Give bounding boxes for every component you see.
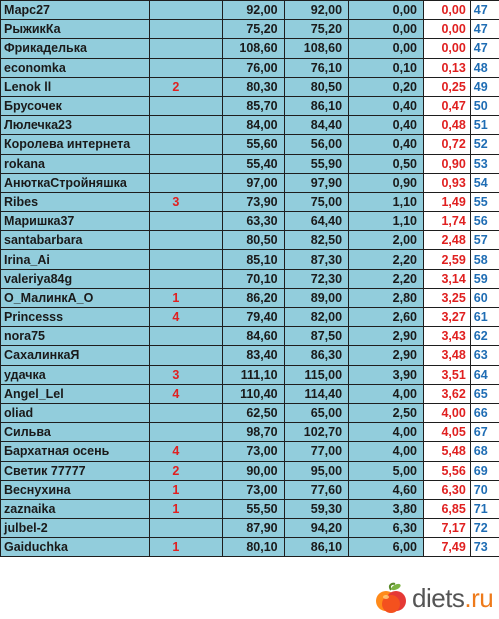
cell-loss: 6,30 bbox=[349, 519, 424, 538]
cell-loss: 4,60 bbox=[349, 480, 424, 499]
cell-loss: 2,20 bbox=[349, 250, 424, 269]
cell-index: 47 bbox=[470, 39, 499, 58]
cell-current-weight: 89,00 bbox=[284, 288, 348, 307]
cell-index: 58 bbox=[470, 250, 499, 269]
table-row bbox=[1, 154, 499, 173]
cell-index: 51 bbox=[470, 116, 499, 135]
table-row bbox=[1, 58, 499, 77]
cell-name: Gaiduchka bbox=[1, 538, 150, 557]
table-row bbox=[1, 212, 499, 231]
table-row bbox=[1, 77, 499, 96]
cell-percent: 4,00 bbox=[424, 403, 471, 422]
table-row bbox=[1, 519, 499, 538]
cell-group bbox=[150, 250, 222, 269]
cell-group: 4 bbox=[150, 308, 222, 327]
cell-start-weight: 79,40 bbox=[222, 308, 284, 327]
cell-loss: 2,20 bbox=[349, 269, 424, 288]
table-row bbox=[1, 250, 499, 269]
cell-group bbox=[150, 1, 222, 20]
table-row bbox=[1, 231, 499, 250]
cell-current-weight: 77,00 bbox=[284, 442, 348, 461]
cell-name: Ribes bbox=[1, 192, 150, 211]
cell-current-weight: 75,20 bbox=[284, 20, 348, 39]
cell-percent: 0,72 bbox=[424, 135, 471, 154]
cell-index: 50 bbox=[470, 96, 499, 115]
cell-name: Маришка37 bbox=[1, 212, 150, 231]
cell-percent: 6,30 bbox=[424, 480, 471, 499]
cell-start-weight: 55,60 bbox=[222, 135, 284, 154]
cell-start-weight: 55,50 bbox=[222, 499, 284, 518]
cell-group: 2 bbox=[150, 461, 222, 480]
cell-loss: 0,50 bbox=[349, 154, 424, 173]
table-row bbox=[1, 39, 499, 58]
cell-index: 59 bbox=[470, 269, 499, 288]
cell-name: oliad bbox=[1, 403, 150, 422]
cell-start-weight: 76,00 bbox=[222, 58, 284, 77]
cell-name: Lenok ll bbox=[1, 77, 150, 96]
cell-index: 61 bbox=[470, 308, 499, 327]
cell-group bbox=[150, 173, 222, 192]
cell-start-weight: 97,00 bbox=[222, 173, 284, 192]
cell-name: РыжикКа bbox=[1, 20, 150, 39]
table-row bbox=[1, 461, 499, 480]
cell-group: 1 bbox=[150, 499, 222, 518]
cell-index: 63 bbox=[470, 346, 499, 365]
cell-start-weight: 86,20 bbox=[222, 288, 284, 307]
cell-index: 52 bbox=[470, 135, 499, 154]
cell-percent: 3,48 bbox=[424, 346, 471, 365]
cell-group: 2 bbox=[150, 77, 222, 96]
cell-start-weight: 110,40 bbox=[222, 384, 284, 403]
cell-loss: 2,60 bbox=[349, 308, 424, 327]
cell-current-weight: 55,90 bbox=[284, 154, 348, 173]
cell-group bbox=[150, 116, 222, 135]
cell-current-weight: 92,00 bbox=[284, 1, 348, 20]
cell-group bbox=[150, 96, 222, 115]
cell-index: 49 bbox=[470, 77, 499, 96]
table-row bbox=[1, 116, 499, 135]
cell-start-weight: 55,40 bbox=[222, 154, 284, 173]
table-row bbox=[1, 346, 499, 365]
cell-group: 1 bbox=[150, 538, 222, 557]
cell-index: 53 bbox=[470, 154, 499, 173]
cell-loss: 5,00 bbox=[349, 461, 424, 480]
cell-index: 64 bbox=[470, 365, 499, 384]
cell-percent: 1,49 bbox=[424, 192, 471, 211]
cell-percent: 7,17 bbox=[424, 519, 471, 538]
cell-group bbox=[150, 327, 222, 346]
cell-start-weight: 73,90 bbox=[222, 192, 284, 211]
cell-percent: 0,00 bbox=[424, 39, 471, 58]
cell-index: 56 bbox=[470, 212, 499, 231]
cell-group: 3 bbox=[150, 192, 222, 211]
cell-percent: 0,48 bbox=[424, 116, 471, 135]
cell-start-weight: 84,60 bbox=[222, 327, 284, 346]
cell-percent: 1,74 bbox=[424, 212, 471, 231]
cell-name: zaznaika bbox=[1, 499, 150, 518]
cell-loss: 0,40 bbox=[349, 116, 424, 135]
cell-name: valeriya84g bbox=[1, 269, 150, 288]
cell-index: 72 bbox=[470, 519, 499, 538]
cell-start-weight: 63,30 bbox=[222, 212, 284, 231]
cell-percent: 0,25 bbox=[424, 77, 471, 96]
cell-percent: 3,62 bbox=[424, 384, 471, 403]
table-row bbox=[1, 173, 499, 192]
table-row bbox=[1, 308, 499, 327]
cell-current-weight: 84,40 bbox=[284, 116, 348, 135]
cell-current-weight: 87,50 bbox=[284, 327, 348, 346]
cell-loss: 1,10 bbox=[349, 212, 424, 231]
cell-start-weight: 108,60 bbox=[222, 39, 284, 58]
table-row bbox=[1, 327, 499, 346]
cell-group bbox=[150, 231, 222, 250]
cell-name: O_МалинкА_O bbox=[1, 288, 150, 307]
cell-percent: 3,51 bbox=[424, 365, 471, 384]
cell-name: Светик 77777 bbox=[1, 461, 150, 480]
cell-percent: 5,48 bbox=[424, 442, 471, 461]
cell-start-weight: 98,70 bbox=[222, 423, 284, 442]
cell-loss: 0,00 bbox=[349, 39, 424, 58]
cell-loss: 0,10 bbox=[349, 58, 424, 77]
cell-loss: 2,90 bbox=[349, 327, 424, 346]
cell-current-weight: 87,30 bbox=[284, 250, 348, 269]
cell-group bbox=[150, 423, 222, 442]
cell-percent: 2,48 bbox=[424, 231, 471, 250]
cell-start-weight: 87,90 bbox=[222, 519, 284, 538]
cell-name: Веснухина bbox=[1, 480, 150, 499]
cell-current-weight: 102,70 bbox=[284, 423, 348, 442]
cell-group bbox=[150, 58, 222, 77]
cell-name: Angel_Lel bbox=[1, 384, 150, 403]
cell-index: 54 bbox=[470, 173, 499, 192]
cell-loss: 0,00 bbox=[349, 20, 424, 39]
cell-current-weight: 82,50 bbox=[284, 231, 348, 250]
table-row bbox=[1, 365, 499, 384]
table-row bbox=[1, 403, 499, 422]
cell-name: Люлечка23 bbox=[1, 116, 150, 135]
cell-percent: 0,13 bbox=[424, 58, 471, 77]
cell-index: 55 bbox=[470, 192, 499, 211]
cell-loss: 2,90 bbox=[349, 346, 424, 365]
cell-percent: 3,27 bbox=[424, 308, 471, 327]
cell-current-weight: 76,10 bbox=[284, 58, 348, 77]
table-row bbox=[1, 1, 499, 20]
cell-current-weight: 108,60 bbox=[284, 39, 348, 58]
table-row bbox=[1, 96, 499, 115]
cell-loss: 0,40 bbox=[349, 96, 424, 115]
cell-current-weight: 86,30 bbox=[284, 346, 348, 365]
cell-percent: 3,25 bbox=[424, 288, 471, 307]
table-body bbox=[1, 1, 499, 557]
cell-percent: 0,47 bbox=[424, 96, 471, 115]
cell-start-weight: 80,50 bbox=[222, 231, 284, 250]
cell-loss: 2,80 bbox=[349, 288, 424, 307]
cell-current-weight: 114,40 bbox=[284, 384, 348, 403]
cell-current-weight: 95,00 bbox=[284, 461, 348, 480]
cell-name: Princesss bbox=[1, 308, 150, 327]
cell-start-weight: 83,40 bbox=[222, 346, 284, 365]
cell-loss: 4,00 bbox=[349, 384, 424, 403]
cell-start-weight: 85,10 bbox=[222, 250, 284, 269]
cell-group: 3 bbox=[150, 365, 222, 384]
cell-group bbox=[150, 519, 222, 538]
logo-text: diets.ru bbox=[412, 582, 494, 613]
cell-group: 1 bbox=[150, 288, 222, 307]
cell-current-weight: 77,60 bbox=[284, 480, 348, 499]
cell-name: julbel-2 bbox=[1, 519, 150, 538]
cell-percent: 0,90 bbox=[424, 154, 471, 173]
cell-current-weight: 75,00 bbox=[284, 192, 348, 211]
cell-start-weight: 75,20 bbox=[222, 20, 284, 39]
cell-start-weight: 73,00 bbox=[222, 480, 284, 499]
cell-current-weight: 59,30 bbox=[284, 499, 348, 518]
cell-current-weight: 94,20 bbox=[284, 519, 348, 538]
cell-index: 65 bbox=[470, 384, 499, 403]
cell-index: 68 bbox=[470, 442, 499, 461]
cell-group bbox=[150, 154, 222, 173]
cell-name: nora75 bbox=[1, 327, 150, 346]
cell-loss: 0,00 bbox=[349, 1, 424, 20]
cell-group: 4 bbox=[150, 384, 222, 403]
apple-icon bbox=[374, 581, 408, 615]
cell-group bbox=[150, 39, 222, 58]
cell-loss: 2,00 bbox=[349, 231, 424, 250]
table-row bbox=[1, 192, 499, 211]
cell-name: Бархатная осень bbox=[1, 442, 150, 461]
cell-percent: 4,05 bbox=[424, 423, 471, 442]
cell-name: Брусочек bbox=[1, 96, 150, 115]
cell-index: 70 bbox=[470, 480, 499, 499]
cell-current-weight: 64,40 bbox=[284, 212, 348, 231]
cell-group: 4 bbox=[150, 442, 222, 461]
cell-current-weight: 86,10 bbox=[284, 96, 348, 115]
cell-name: Марс27 bbox=[1, 1, 150, 20]
cell-percent: 0,00 bbox=[424, 20, 471, 39]
cell-index: 47 bbox=[470, 1, 499, 20]
cell-current-weight: 115,00 bbox=[284, 365, 348, 384]
cell-name: rokana bbox=[1, 154, 150, 173]
cell-index: 73 bbox=[470, 538, 499, 557]
cell-loss: 2,50 bbox=[349, 403, 424, 422]
table-row bbox=[1, 384, 499, 403]
cell-start-weight: 80,30 bbox=[222, 77, 284, 96]
cell-percent: 7,49 bbox=[424, 538, 471, 557]
cell-group bbox=[150, 212, 222, 231]
cell-percent: 5,56 bbox=[424, 461, 471, 480]
cell-start-weight: 85,70 bbox=[222, 96, 284, 115]
cell-current-weight: 86,10 bbox=[284, 538, 348, 557]
cell-loss: 6,00 bbox=[349, 538, 424, 557]
cell-percent: 0,00 bbox=[424, 1, 471, 20]
cell-group bbox=[150, 135, 222, 154]
cell-loss: 0,20 bbox=[349, 77, 424, 96]
cell-start-weight: 73,00 bbox=[222, 442, 284, 461]
cell-start-weight: 84,00 bbox=[222, 116, 284, 135]
cell-start-weight: 111,10 bbox=[222, 365, 284, 384]
table-row bbox=[1, 20, 499, 39]
cell-group: 1 bbox=[150, 480, 222, 499]
cell-index: 69 bbox=[470, 461, 499, 480]
cell-index: 57 bbox=[470, 231, 499, 250]
table-row bbox=[1, 269, 499, 288]
cell-current-weight: 80,50 bbox=[284, 77, 348, 96]
cell-percent: 3,43 bbox=[424, 327, 471, 346]
cell-loss: 3,90 bbox=[349, 365, 424, 384]
cell-loss: 3,80 bbox=[349, 499, 424, 518]
cell-percent: 3,14 bbox=[424, 269, 471, 288]
cell-group bbox=[150, 20, 222, 39]
cell-group bbox=[150, 403, 222, 422]
cell-index: 71 bbox=[470, 499, 499, 518]
cell-group bbox=[150, 346, 222, 365]
cell-loss: 4,00 bbox=[349, 442, 424, 461]
cell-percent: 2,59 bbox=[424, 250, 471, 269]
cell-index: 66 bbox=[470, 403, 499, 422]
cell-index: 47 bbox=[470, 20, 499, 39]
table-row bbox=[1, 442, 499, 461]
cell-current-weight: 65,00 bbox=[284, 403, 348, 422]
table-row bbox=[1, 480, 499, 499]
cell-name: economka bbox=[1, 58, 150, 77]
cell-name: удачка bbox=[1, 365, 150, 384]
cell-name: СахалинкаЯ bbox=[1, 346, 150, 365]
cell-index: 48 bbox=[470, 58, 499, 77]
cell-current-weight: 56,00 bbox=[284, 135, 348, 154]
table-row bbox=[1, 499, 499, 518]
cell-start-weight: 70,10 bbox=[222, 269, 284, 288]
table-row bbox=[1, 538, 499, 557]
cell-name: Королева интернета bbox=[1, 135, 150, 154]
cell-current-weight: 97,90 bbox=[284, 173, 348, 192]
table-row bbox=[1, 423, 499, 442]
cell-loss: 4,00 bbox=[349, 423, 424, 442]
cell-start-weight: 80,10 bbox=[222, 538, 284, 557]
cell-loss: 1,10 bbox=[349, 192, 424, 211]
cell-percent: 6,85 bbox=[424, 499, 471, 518]
cell-start-weight: 92,00 bbox=[222, 1, 284, 20]
cell-name: Сильва bbox=[1, 423, 150, 442]
cell-current-weight: 72,30 bbox=[284, 269, 348, 288]
cell-current-weight: 82,00 bbox=[284, 308, 348, 327]
cell-name: Irina_Ai bbox=[1, 250, 150, 269]
diets-logo bbox=[374, 578, 493, 618]
cell-group bbox=[150, 269, 222, 288]
cell-index: 62 bbox=[470, 327, 499, 346]
cell-name: Фрикаделька bbox=[1, 39, 150, 58]
cell-name: АнюткаСтройняшка bbox=[1, 173, 150, 192]
cell-index: 60 bbox=[470, 288, 499, 307]
cell-name: santabarbara bbox=[1, 231, 150, 250]
cell-loss: 0,90 bbox=[349, 173, 424, 192]
cell-percent: 0,93 bbox=[424, 173, 471, 192]
cell-start-weight: 62,50 bbox=[222, 403, 284, 422]
cell-index: 67 bbox=[470, 423, 499, 442]
cell-loss: 0,40 bbox=[349, 135, 424, 154]
table-row bbox=[1, 135, 499, 154]
table-row bbox=[1, 288, 499, 307]
cell-start-weight: 90,00 bbox=[222, 461, 284, 480]
